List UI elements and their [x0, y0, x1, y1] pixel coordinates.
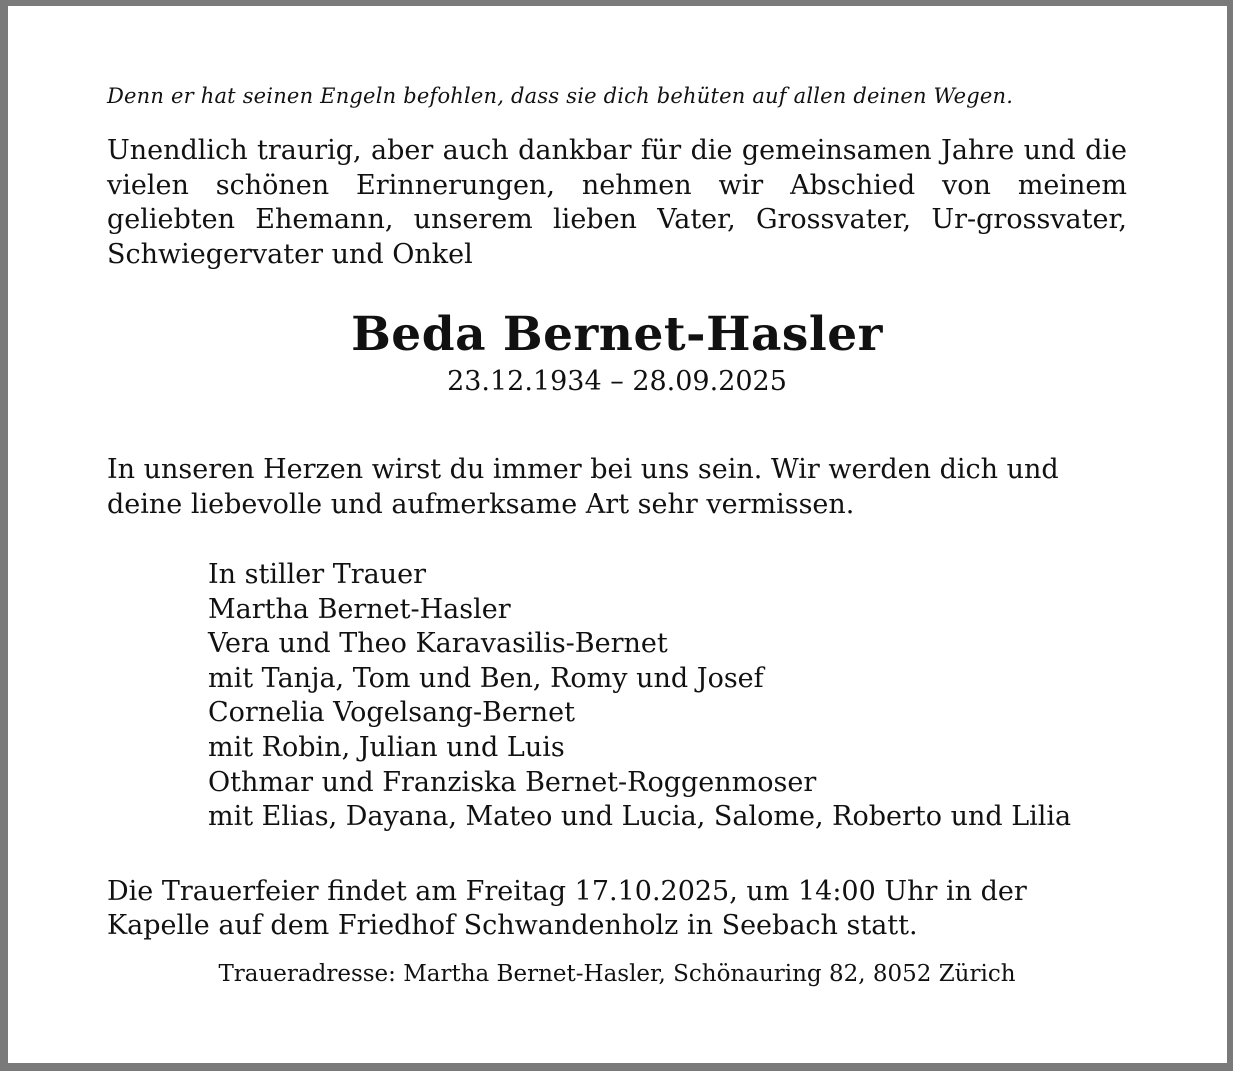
- mourner-line: Vera und Theo Karavasilis-Bernet: [208, 628, 668, 660]
- funeral-info: Die Trauerfeier findet am Freitag 17.10.2025, um 14:00 Uhr in der Kapelle auf dem Friedhof Schwandenholz in Seebach statt.: [107, 875, 1027, 941]
- mourners-heading: In stiller Trauer: [208, 559, 427, 590]
- mourning-address: Traueradresse: Martha Bernet-Hasler, Schönauring 82, 8052 Zürich: [218, 960, 1016, 987]
- life-dates: 23.12.1934 – 28.09.2025: [447, 366, 787, 397]
- mourner-line: Othmar und Franziska Bernet-Roggenmoser: [208, 766, 817, 798]
- mourners-list: [208, 558, 1127, 835]
- intro-paragraph: Unendlich traurig, aber auch dankbar für die gemeinsamen Jahre und die vielen schönen Erinnerungen, nehmen wir Abschied von meinem geliebten Ehemann, unserem lieben Vater, Grossvater, Ur-grossvater, Schwiegervater und Onkel: [107, 135, 1127, 270]
- deceased-name: Beda Bernet-Hasler: [351, 307, 883, 362]
- mourner-line: mit Elias, Dayana, Mateo und Lucia, Salome, Roberto und Lilia: [208, 801, 1072, 833]
- mourner-line: Cornelia Vogelsang-Bernet: [208, 697, 576, 729]
- bible-verse: Denn er hat seinen Engeln befohlen, dass sie dich behüten auf allen deinen Wegen.: [107, 84, 1014, 108]
- mourner-line: Martha Bernet-Hasler: [208, 593, 511, 625]
- mourner-line: mit Robin, Julian und Luis: [208, 731, 565, 763]
- obituary-notice: [107, 78, 1127, 989]
- memory-paragraph: In unseren Herzen wirst du immer bei uns sein. Wir werden dich und deine liebevolle und aufmerksame Art sehr vermissen.: [107, 454, 1059, 520]
- mourner-line: mit Tanja, Tom und Ben, Romy und Josef: [208, 662, 764, 694]
